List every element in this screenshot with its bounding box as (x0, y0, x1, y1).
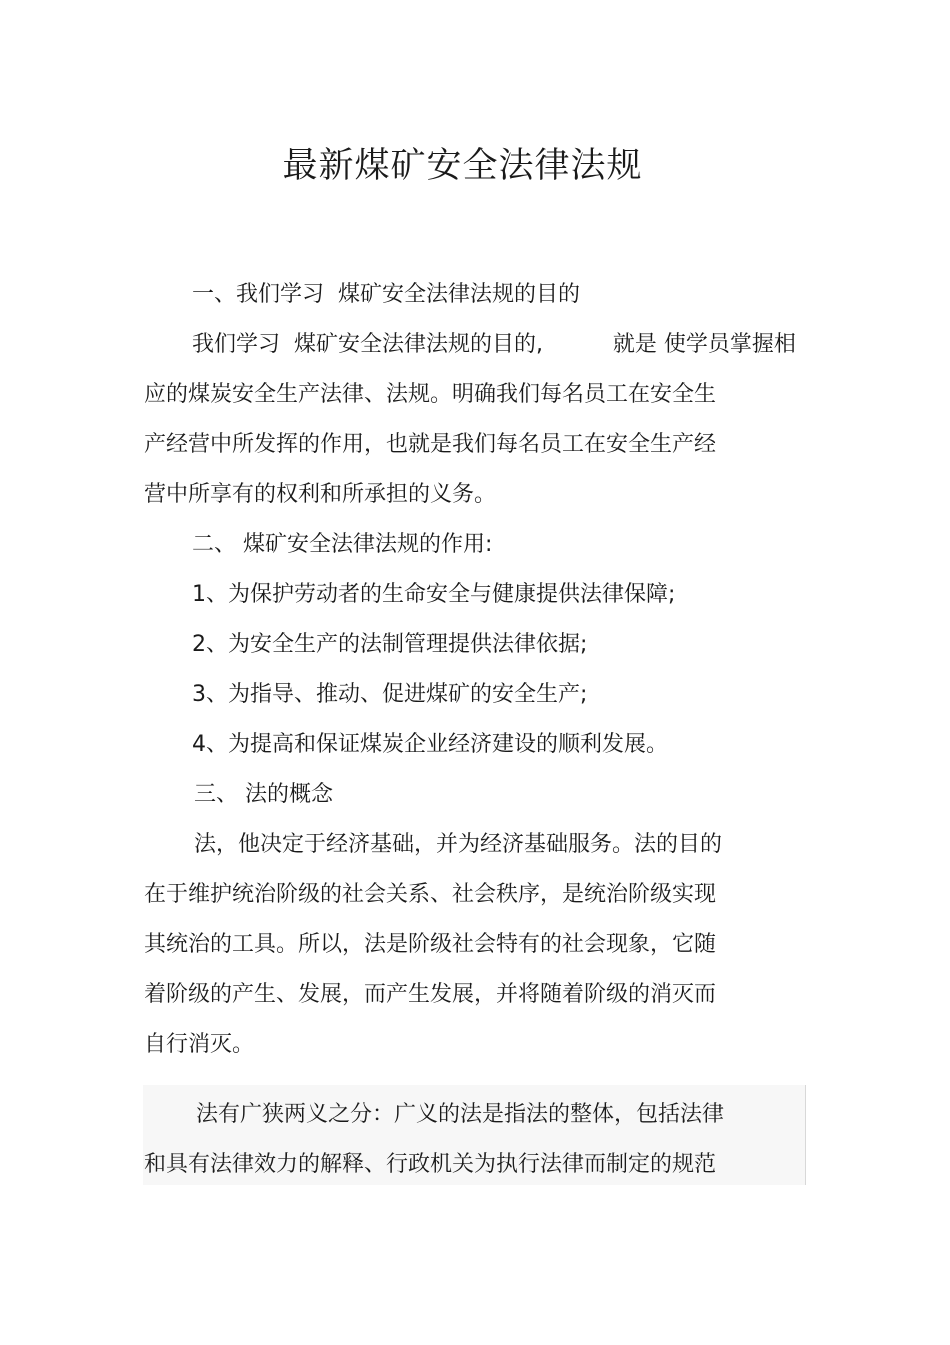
list-item: 3、为指导、推动、促进煤矿的安全生产; (192, 682, 588, 707)
box-paragraph-line: 和具有法律效力的解释、行政机关为执行法律而制定的规范 (144, 1152, 717, 1177)
paragraph-line: 我们学习 煤矿安全法律法规的目的, 就是 使学员掌握相 (192, 332, 796, 357)
section-heading-3: 三、 法的概念 (194, 782, 333, 807)
paragraph-line: 着阶级的产生、发展，而产生发展，并将随着阶级的消灭而 (144, 982, 717, 1007)
paragraph-line: 应的煤炭安全生产法律、法规。明确我们每名员工在安全生 (144, 382, 717, 407)
paragraph-line: 产经营中所发挥的作用，也就是我们每名员工在安全生产经 (144, 432, 717, 457)
paragraph-line: 营中所享有的权利和所承担的义务。 (144, 482, 497, 507)
list-item: 1、为保护劳动者的生命安全与健康提供法律保障; (192, 582, 676, 607)
list-item: 4、为提高和保证煤炭企业经济建设的顺利发展。 (192, 732, 668, 757)
list-item: 2、为安全生产的法制管理提供法律依据; (192, 632, 588, 657)
paragraph-line: 在于维护统治阶级的社会关系、社会秩序，是统治阶级实现 (144, 882, 717, 907)
paragraph-line: 法，他决定于经济基础，并为经济基础服务。法的目的 (194, 832, 723, 857)
section-heading-1: 一、我们学习 煤矿安全法律法规的目的 (192, 282, 580, 307)
section-heading-2: 二、 煤矿安全法律法规的作用: (192, 532, 493, 557)
page-title: 最新煤矿安全法律法规 (282, 146, 643, 186)
box-paragraph-line: 法有广狭两义之分：广义的法是指法的整体，包括法律 (196, 1102, 725, 1127)
paragraph-line: 其统治的工具。所以，法是阶级社会特有的社会现象，它随 (144, 932, 717, 957)
paragraph-line: 自行消灭。 (144, 1032, 255, 1057)
